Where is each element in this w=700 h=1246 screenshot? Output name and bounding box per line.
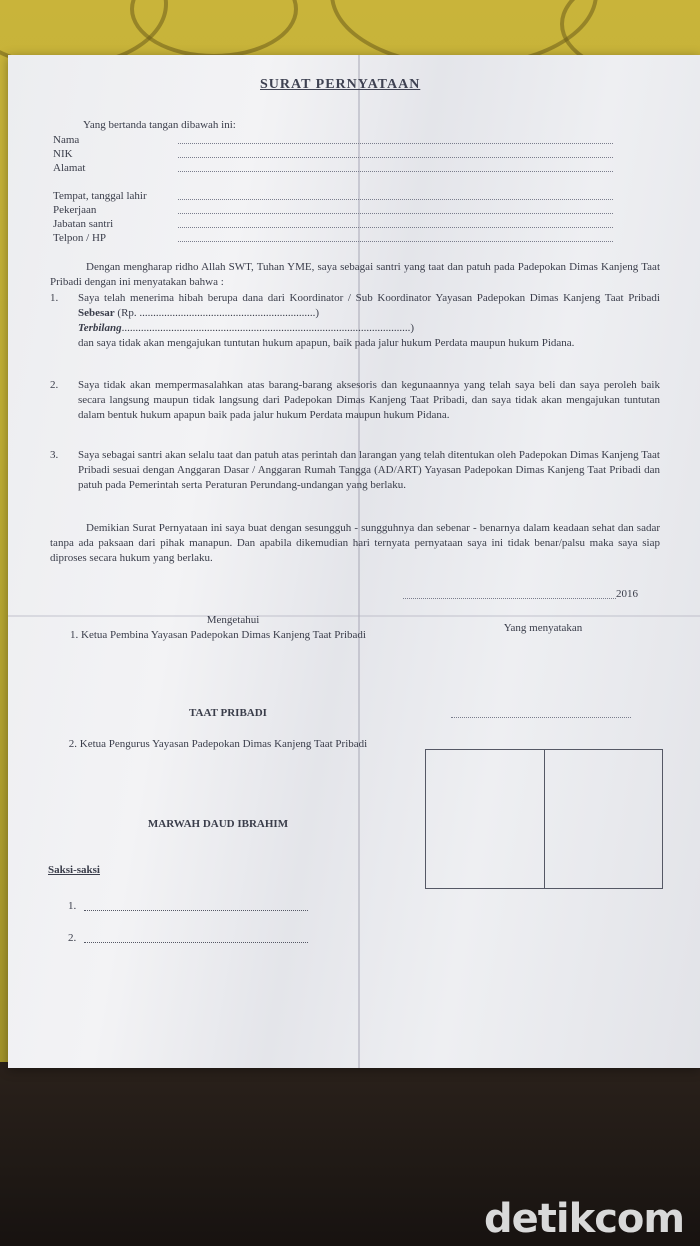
field-telpon	[53, 231, 613, 246]
item-1-rp: (Rp.	[117, 307, 137, 319]
field-nama	[53, 133, 613, 148]
field-ttl	[53, 189, 613, 204]
item-2-text: Saya tidak akan mempermasalahkan atas barang-barang aksesoris dan kegunaannya yang telah saya beli dan saya peroleh baik secara langsung maupun tidak langsung dari Padepokan Dimas Kanjeng Taat Pribadi, dan saya tidak akan mengajukan tuntutan dalam bentuk hukum apapun baik pada jalur hukum Perdata maupun hukum Pidana.	[78, 379, 660, 421]
document-paper	[8, 55, 700, 1068]
closing-paragraph: Demikian Surat Pernyataan ini saya buat dengan sesungguh - sungguhnya dan sebenar - benarnya dalam keadaan sehat dan sadar tanpa ada paksaan dari pihak manapun. Dan apabila dikemudian hari ternyata pernyataan saya ini tidak benar/palsu maka saya siap diproses secara hukum yang berlaku.	[50, 522, 660, 564]
item-3-text: Saya sebagai santri akan selalu taat dan patuh atas perintah dan larangan yang telah ditentukan oleh Padepokan Dimas Kanjeng Taat Pribadi sesuai dengan Anggaran Dasar / Anggaran Rumah Tangga (AD/ART) Yayasan Padepokan Dimas Kanjeng Taat Pribadi dan patuh pada Pemerintah serta Peraturan Perundang-undangan yang berlaku.	[78, 449, 660, 491]
field-label: Jabatan santri	[53, 218, 114, 230]
field-label: Nama	[53, 134, 80, 146]
signatory-2-name: MARWAH DAUD IBRAHIM	[147, 818, 289, 830]
field-alamat	[53, 161, 613, 176]
field-pekerjaan	[53, 203, 613, 218]
item-1-sebesar: Sebesar	[78, 307, 115, 319]
declarant-signature-line	[451, 717, 631, 718]
mengetahui-label: Mengetahui	[206, 614, 260, 626]
watermark-logo: detikcom	[484, 1196, 685, 1242]
witness-number: 1.	[68, 900, 77, 912]
field-label: Tempat, tanggal lahir	[53, 190, 147, 202]
item-number: 2.	[50, 379, 59, 391]
yang-menyatakan-label: Yang menyatakan	[503, 622, 583, 634]
document-title: SURAT PERNYATAAN	[260, 77, 421, 92]
statement-item-3	[50, 448, 660, 493]
date-line	[403, 587, 638, 602]
statement-item-2	[50, 378, 660, 423]
witness-line-2	[68, 931, 308, 946]
intro-text: Yang bertanda tangan dibawah ini:	[83, 119, 236, 131]
field-nik	[53, 147, 613, 162]
paper-fold-horizontal	[8, 615, 700, 617]
item-number: 1.	[50, 292, 59, 304]
field-label: Pekerjaan	[53, 204, 97, 216]
field-label: NIK	[53, 148, 73, 160]
signatory-1-role: 1. Ketua Pembina Yayasan Padepokan Dimas Kanjeng Taat Pribadi	[70, 629, 366, 641]
witness-line-1	[68, 899, 308, 914]
field-jabatan	[53, 217, 613, 232]
field-label: Alamat	[53, 162, 86, 174]
opening-paragraph: Dengan mengharap ridho Allah SWT, Tuhan YME, saya sebagai santri yang taat dan patuh pada Padepokan Dimas Kanjeng Taat Pribadi dengan ini menyatakan bahwa :	[50, 261, 660, 288]
item-1-text: Saya telah menerima hibah berupa dana dari Koordinator / Sub Koordinator Yayasan Padepokan Dimas Kanjeng Taat Pribadi	[78, 292, 660, 304]
signatory-1-name: TAAT PRIBADI	[189, 707, 267, 719]
stamp-boxes	[425, 749, 663, 889]
item-number: 3.	[50, 449, 59, 461]
date-year: 2016	[616, 588, 638, 600]
stamp-box-right	[545, 750, 663, 888]
field-label: Telpon / HP	[53, 232, 107, 244]
stamp-box-left	[426, 750, 545, 888]
statement-item-1: 1. Saya telah menerima hibah berupa dana dari Koordinator / Sub Koordinator Yayasan Padepokan Dimas Kanjeng Taat Pribadi Sebesar (Rp. ................................................................) Terbilang.........................................................................................................) dan saya tidak akan mengajukan tuntutan hukum apapun, baik pada jalur hukum Perdata maupun hukum Pidana.	[50, 292, 660, 349]
item-1-terbilang: Terbilang	[78, 322, 122, 334]
signatory-2-role: 2. Ketua Pengurus Yayasan Padepokan Dimas Kanjeng Taat Pribadi	[68, 738, 368, 750]
saksi-label: Saksi-saksi	[48, 864, 100, 876]
witness-number: 2.	[68, 932, 77, 944]
item-1-text2: dan saya tidak akan mengajukan tuntutan hukum apapun, baik pada jalur hukum Perdata maupun hukum Pidana.	[78, 337, 575, 349]
